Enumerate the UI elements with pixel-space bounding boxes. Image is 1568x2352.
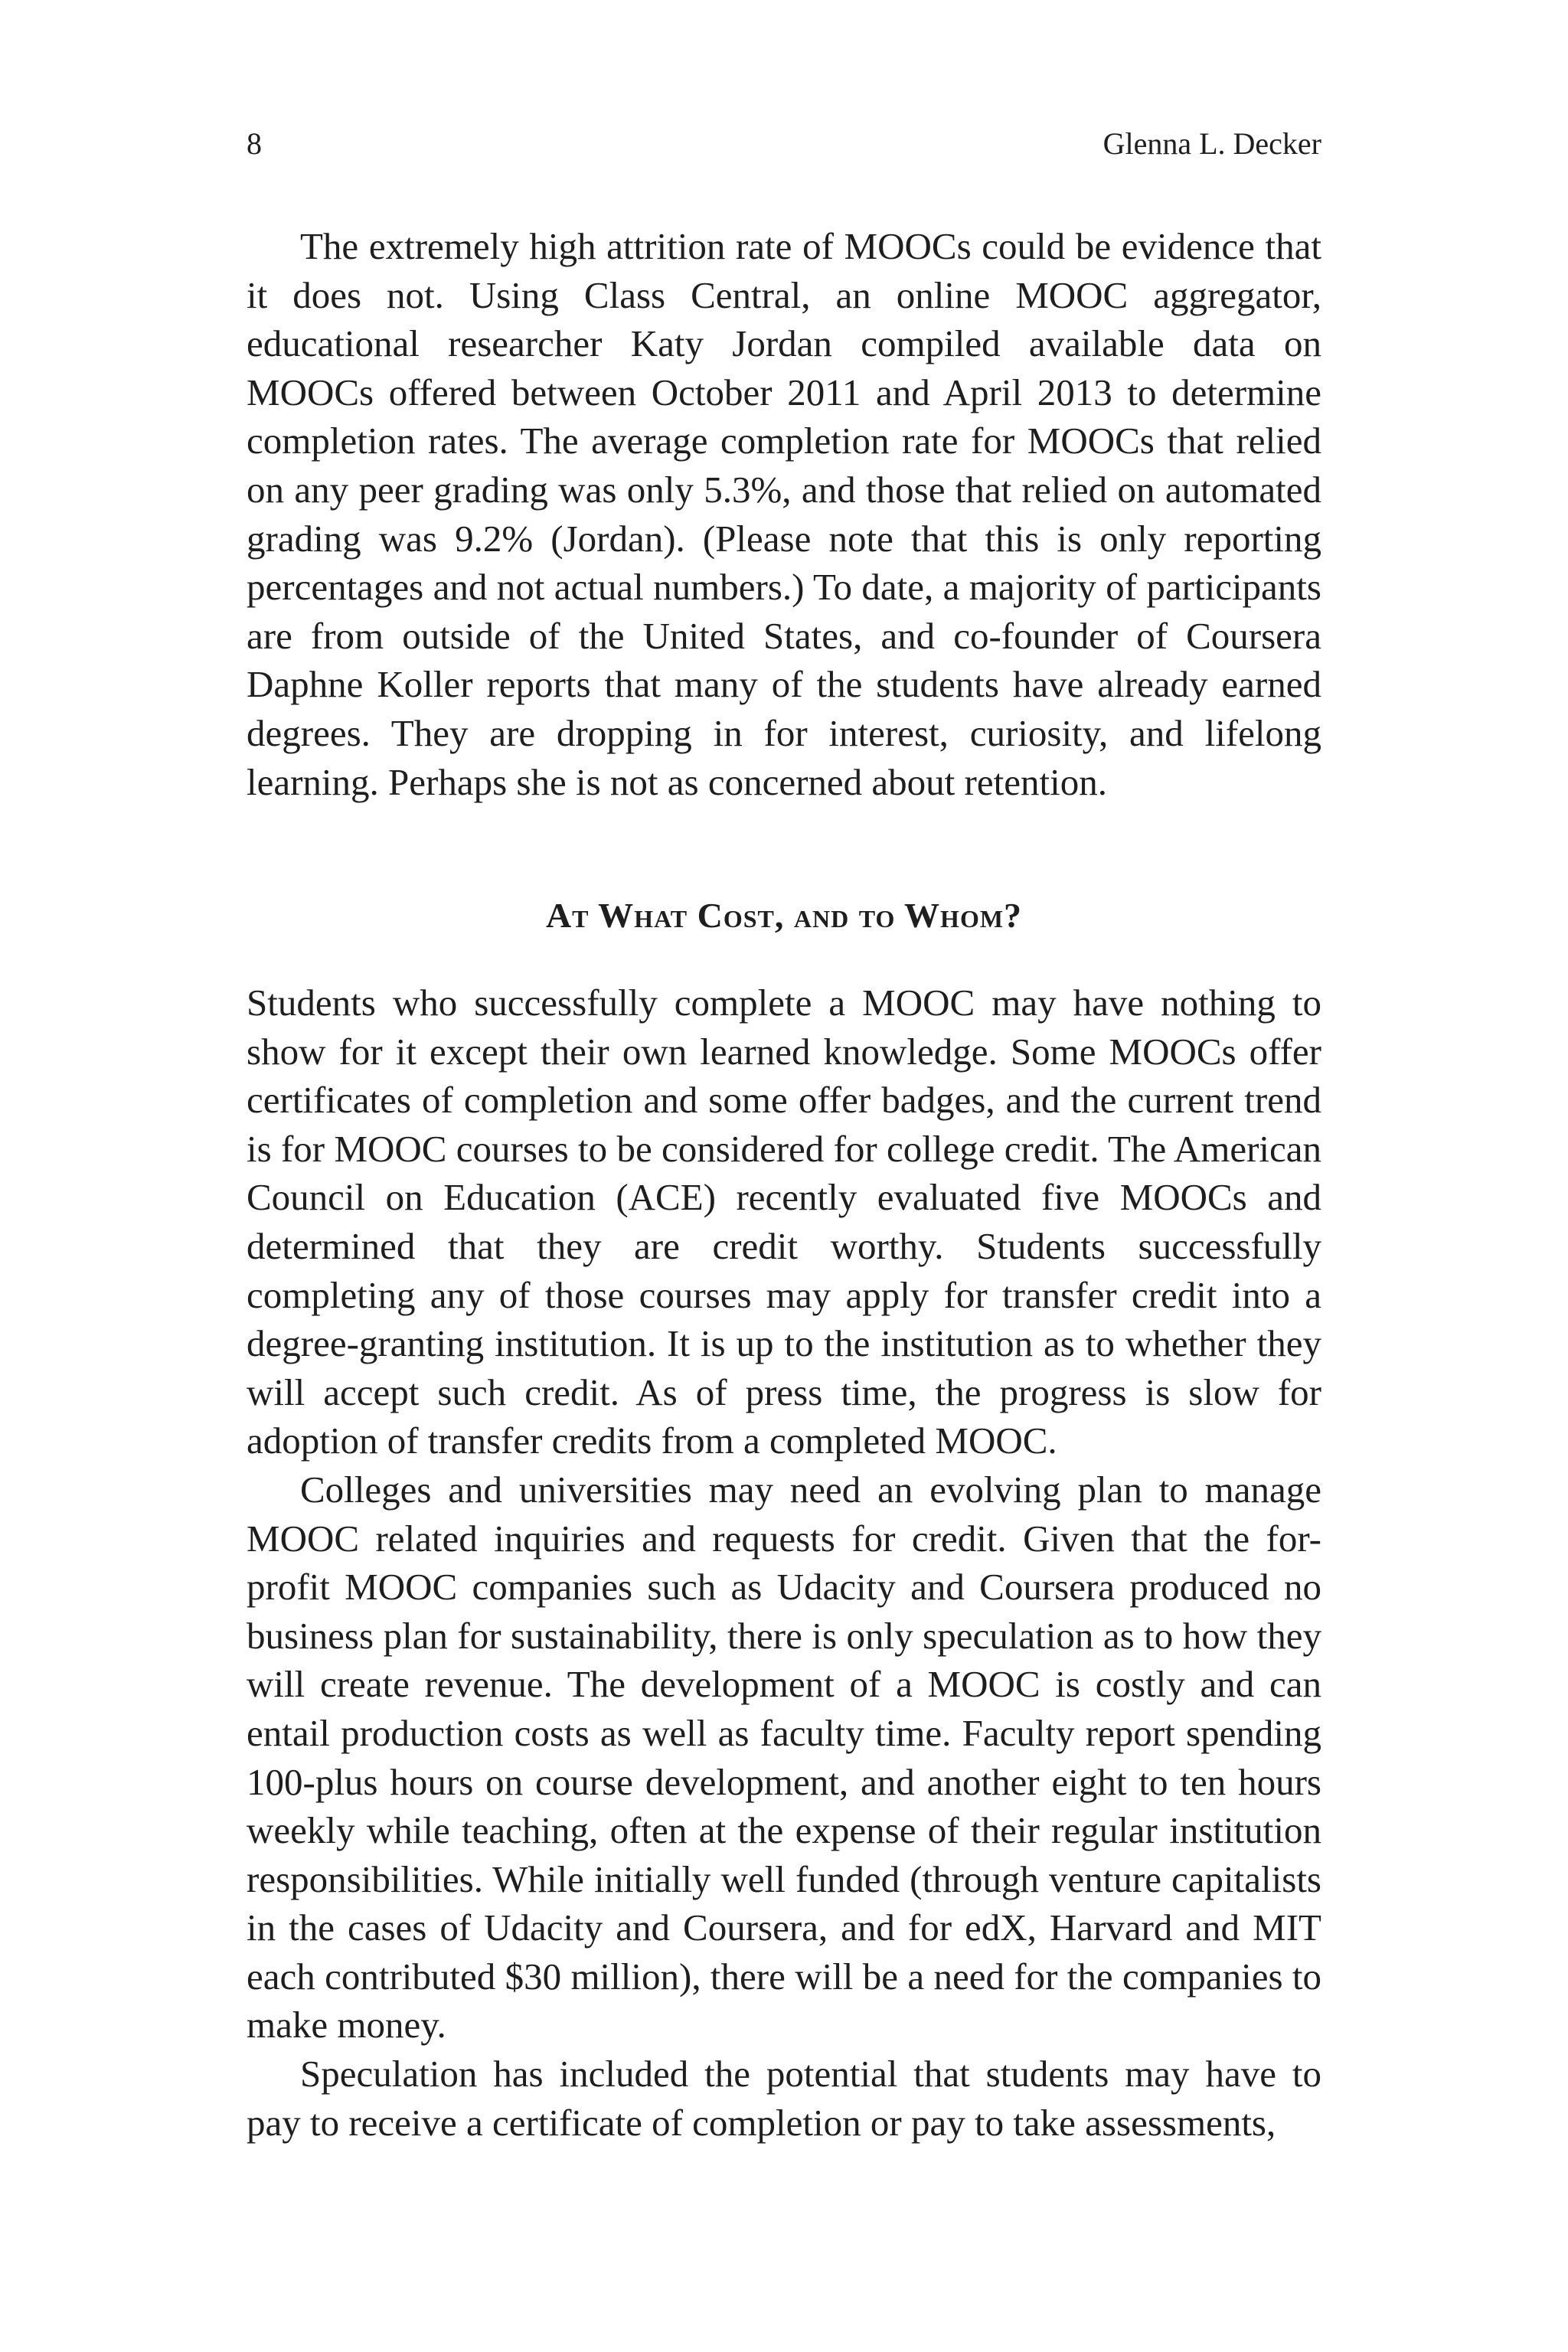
section-heading: At What Cost, and to Whom? [545,896,1023,935]
page-number: 8 [247,126,262,161]
running-head [247,121,1321,167]
running-head-author: Glenna L. Decker [1102,126,1321,161]
paragraph: The extremely high attrition rate of MOOCs could be evidence that it does not. Using Class Central, an online MOOC aggregator, educational researcher Katy Jordan compiled available data on MOOCs offered between October 2011 and April 2013 to determine completion rates. The average completion rate for MOOCs that relied on any peer grading was only 5.3%, and those that relied on automated grading was 9.2% (Jordan). (Please note that this is only reporting percentages and not actual numbers.) To date, a majority of participants are from outside of the United States, and co-founder of Coursera Daphne Koller reports that many of the students have already earned degrees. They are dropping in for interest, curiosity, and lifelong learning. Perhaps she is not as concerned about retention. [247,225,1321,803]
text-block-top [247,222,1321,806]
text-block-section [247,978,1321,2147]
paragraph: Colleges and universities may need an evolving plan to manage MOOC related inquiries and requests for credit. Given that the for-profit MOOC companies such as Udacity and Coursera produced no business plan for sustainability, there is only speculation as to how they will create revenue. The development of a MOOC is costly and can entail production costs as well as faculty time. Faculty report spending 100-plus hours on course development, and another eight to ten hours weekly while teaching, often at the expense of their regular institution responsibilities. While initially well funded (through venture capitalists in the cases of Udacity and Coursera, and for edX, Harvard and MIT each contributed $30 million), there will be a need for the companies to make money. [247,1468,1321,2047]
paragraph: Students who successfully complete a MOOC may have nothing to show for it except their own learned knowledge. Some MOOCs offer certificates of completion and some offer badges, and the current trend is for MOOC courses to be considered for college credit. The American Council on Education (ACE) recently evaluated five MOOCs and determined that they are credit worthy. Students successfully completing any of those courses may apply for transfer credit into a degree-granting institution. It is up to the institution as to whether they will accept such credit. As of press time, the progress is slow for adoption of transfer credits from a completed MOOC. [247,982,1321,1462]
paragraph: Speculation has included the potential that students may have to pay to receive a certificate of completion or pay to take assessments, [247,2053,1321,2144]
